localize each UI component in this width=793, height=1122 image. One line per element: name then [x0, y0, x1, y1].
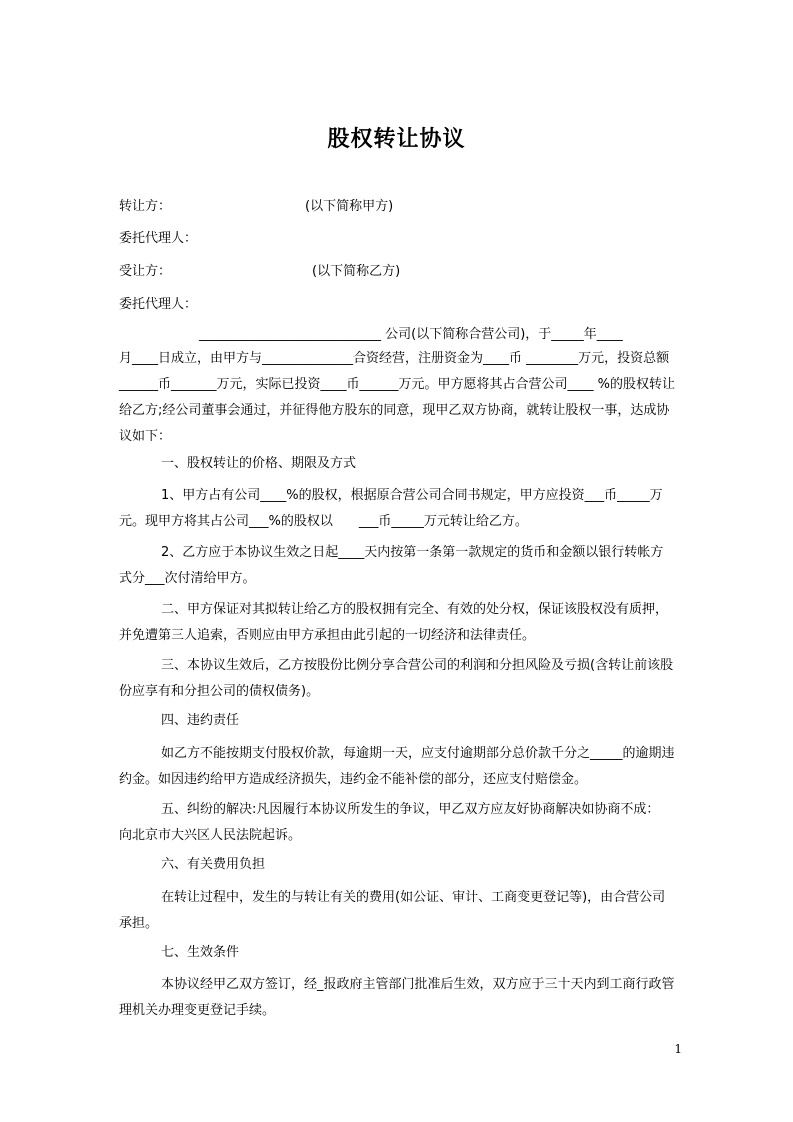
transferor-note: (以下简称甲方)	[305, 199, 394, 214]
section-1-clause-2: 2、乙方应于本协议生效之日起____天内按第一条第一款规定的货币和金额以银行转帐方式分___次付清给甲方。	[119, 545, 664, 586]
intro-first-line: ____________________________ 公司(以下简称合营公司)，于_____年____	[199, 327, 623, 342]
intro-paragraph: 月____日成立，由甲方与______________合资经营，注册资金为____币 ________万元，投资总额______币_______万元，实际已投资____币______万元。甲方愿将其占合营公司____ %的股权转让给乙方;经公司董事会通过，并征得他方股东的同意，现甲乙双方协商，就转让股权一事，达成协议如下：	[119, 351, 675, 444]
section-3-paragraph: 三、本协议生效后，乙方按股份比例分享合营公司的利润和分担风险及亏损(含转让前该股份应享有和分担公司的债权债务)。	[119, 658, 674, 699]
section-1-heading: 一、股权转让的价格、期限及方式	[161, 456, 357, 471]
transferee-label: 受让方：	[119, 264, 172, 279]
section-7-heading: 七、生效条件	[161, 945, 240, 960]
section-4-paragraph: 如乙方不能按期支付股权价款，每逾期一天，应支付逾期部分总价款千分之_____的逾期违约金。如因违约给甲方造成经济损失，违约金不能补偿的部分，还应支付赔偿金。	[119, 746, 675, 787]
section-6-paragraph: 在转让过程中，发生的与转让有关的费用(如公证、审计、工商变更登记等)，由合营公司承担。	[119, 890, 666, 931]
transferor-label: 转让方：	[119, 199, 172, 214]
section-4-heading: 四、违约责任	[161, 713, 240, 728]
agent1-label: 委托代理人：	[119, 231, 198, 246]
section-5-paragraph: 五、纠纷的解决:凡因履行本协议所发生的争议，甲乙双方应友好协商解决如协商不成： 向北京市大兴区人民法院起诉。	[119, 802, 679, 843]
page-number: 1	[674, 1042, 682, 1056]
document-title: 股权转让协议	[327, 126, 466, 152]
transferee-note: (以下简称乙方)	[312, 264, 401, 279]
agent2-label: 委托代理人：	[119, 297, 198, 312]
section-7-paragraph: 本协议经甲乙双方签订，经_报政府主管部门批准后生效，双方应于三十天内到工商行政管理机关办理变更登记手续。	[119, 977, 675, 1018]
section-6-heading: 六、有关费用负担	[161, 857, 266, 872]
section-1-clause-1: 1、甲方占有公司____%的股权，根据原合营公司合同书规定，甲方应投资___币_____万元。现甲方将其占公司___%的股权以 ___币_____万元转让给乙方。	[119, 488, 663, 529]
section-2-paragraph: 二、甲方保证对其拟转让给乙方的股权拥有完全、有效的处分权，保证该股权没有质押，并免遭第三人追索，否则应由甲方承担由此引起的一切经济和法律责任。	[119, 602, 669, 643]
